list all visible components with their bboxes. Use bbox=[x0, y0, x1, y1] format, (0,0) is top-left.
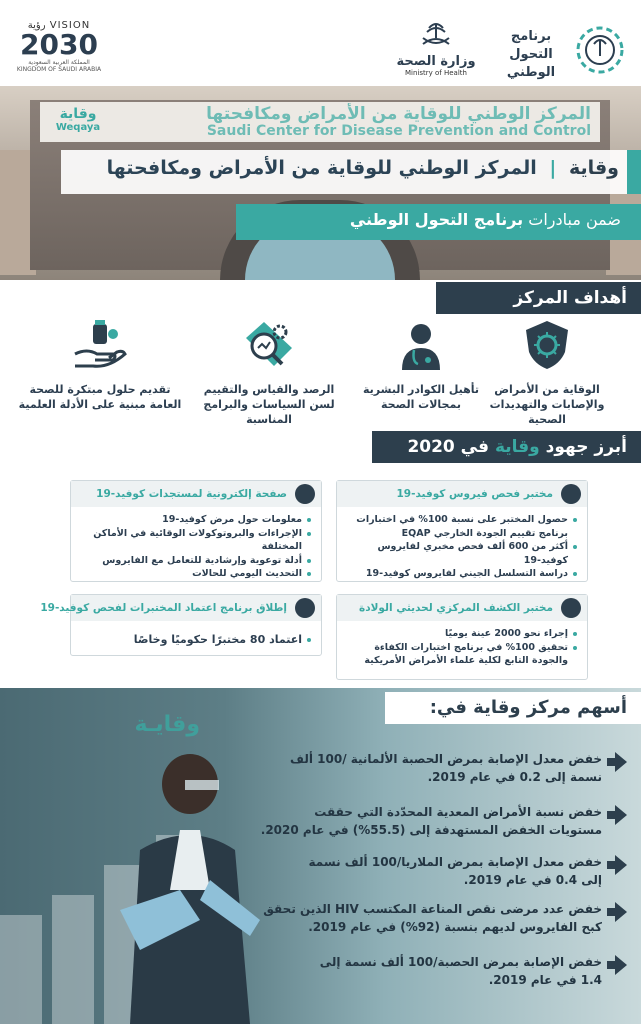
card-title: مختبر الكشف المركزي لحديثي الولادة bbox=[359, 602, 553, 614]
efforts-heading bbox=[372, 431, 641, 463]
doctor-icon bbox=[394, 318, 448, 372]
card-list bbox=[71, 507, 321, 585]
card-title: إطلاق برنامج اعتماد المختبرات لفحص كوفيد-19 bbox=[40, 602, 287, 614]
card-list bbox=[71, 621, 321, 651]
achievement-line1: خفض معدل الإصابة بمرض الملاريا/100 ألف نسمة bbox=[308, 855, 602, 869]
card-title: مختبر فحص فيروس كوفيد-19 bbox=[396, 488, 553, 500]
card-list bbox=[337, 507, 587, 585]
goal-item bbox=[14, 318, 186, 412]
ntp-emblem-icon bbox=[574, 24, 626, 76]
card-list bbox=[337, 621, 587, 672]
list-item: إجراء نحو 2000 عينة يوميًا bbox=[345, 627, 577, 641]
efforts-heading-accent: وقاية bbox=[494, 437, 540, 457]
title-rest: المركز الوطني للوقاية من الأمراض ومكافحتها bbox=[106, 157, 537, 179]
baby-icon bbox=[561, 598, 581, 618]
effort-card-lab-covid bbox=[336, 480, 588, 582]
achievement-line2: إلى 0.4 في عام 2019. bbox=[463, 873, 602, 887]
achievement-item bbox=[222, 853, 602, 889]
vision-2030-logo bbox=[14, 20, 104, 73]
goal-item bbox=[194, 318, 344, 427]
goal-text: تقديم حلول مبتكرة للصحة العامة مبنية على الأدلة العلمية bbox=[18, 383, 182, 411]
header-section bbox=[0, 0, 641, 280]
vision-arabic: رؤية bbox=[27, 20, 46, 31]
moh-ar: وزارة الصحة bbox=[396, 54, 476, 69]
efforts-heading-pre: أبرز جهود bbox=[545, 437, 627, 457]
list-item: الإجراءات والبروتوكولات الوقائية في الأماكن المختلفة bbox=[79, 527, 311, 554]
goal-text: تأهيل الكوادر البشرية بمجالات الصحة bbox=[362, 383, 480, 411]
sign-logo bbox=[48, 106, 108, 133]
moh-logo bbox=[386, 22, 486, 77]
certificate-icon bbox=[295, 598, 315, 618]
list-item: اعتماد 80 مختبرًا حكوميًا وخاصًا bbox=[79, 633, 311, 647]
title-name: وقاية bbox=[568, 157, 619, 179]
goal-item bbox=[346, 318, 496, 412]
contributions-heading: أسهم مركز وقاية في: bbox=[385, 692, 641, 724]
effort-card-web-page bbox=[70, 480, 322, 582]
achievement-line2: نسمة إلى 0.2 في عام 2019. bbox=[427, 770, 602, 784]
efforts-heading-post: في 2020 bbox=[407, 437, 490, 457]
goal-text: الوقاية من الأمراض والإصابات والتهديدات الصحية bbox=[489, 383, 605, 426]
subtitle bbox=[350, 210, 621, 229]
subtitle-pre: ضمن مبادرات bbox=[528, 210, 621, 229]
card-header bbox=[337, 595, 587, 621]
palm-swords-icon bbox=[419, 22, 453, 48]
achievement-line2: كبح الفايروس لديهم بنسبة (92%) في عام 2019. bbox=[308, 920, 602, 934]
hand-pills-icon bbox=[73, 318, 127, 372]
goals-heading: أهداف المركز bbox=[436, 282, 641, 314]
achievement-item bbox=[222, 953, 602, 989]
sign-logo-en: Weqaya bbox=[55, 122, 101, 133]
ntp-logo-text: برنامج التحول الوطني bbox=[506, 29, 556, 80]
card-header bbox=[337, 481, 587, 507]
sign-english: Saudi Center for Disease Prevention and Control bbox=[206, 123, 591, 139]
vision-year: 2030 bbox=[20, 28, 98, 61]
computer-icon bbox=[295, 484, 315, 504]
achievement-line1: خفض الإصابة بمرض الحصبة/100 ألف نسمة إلى bbox=[319, 955, 602, 969]
moh-en: Ministry of Health bbox=[405, 69, 467, 77]
achievement-item bbox=[222, 803, 602, 839]
achievement-item bbox=[222, 900, 602, 936]
list-item: معلومات حول مرض كوفيد-19 bbox=[79, 513, 311, 527]
list-item: التحديث اليومي للحالات bbox=[79, 567, 311, 581]
achievement-line1: خفض معدل الإصابة بمرض الحصبة الألمانية /100 ألف bbox=[290, 752, 602, 766]
magnifier-gear-icon bbox=[242, 318, 296, 372]
page-title: وقاية | المركز الوطني للوقاية من الأمراض ومكافحتها bbox=[106, 157, 619, 179]
weqaya-watermark-logo: وقايـة bbox=[134, 712, 200, 737]
title-accent-bar bbox=[627, 150, 641, 194]
effort-card-newborn-lab bbox=[336, 594, 588, 680]
list-item: حصول المختبر على نسبة 100% في اختبارات برنامج تقييم الجودة الخارجي EQAP bbox=[345, 513, 577, 540]
sign-arabic: المركز الوطني للوقاية من الأمراض ومكافحتها bbox=[206, 104, 591, 124]
card-header bbox=[71, 481, 321, 507]
list-item: تحقيق 100% في برنامج اختبارات الكفاءة والجودة التابع لكلية علماء الأمراض الأمريكية bbox=[345, 641, 577, 668]
achievement-line1: خفض نسبة الأمراض المعدية المحدّدة التي حققت bbox=[314, 805, 602, 819]
subtitle-bold: برنامج التحول الوطني bbox=[349, 210, 524, 229]
list-item: أدلة توعوية وإرشادية للتعامل مع الفايروس bbox=[79, 554, 311, 568]
vision-sub: المملكة العربية السعودية KINGDOM OF SAUDI ARABIA bbox=[16, 59, 102, 73]
card-header bbox=[40, 595, 321, 621]
dna-icon bbox=[561, 484, 581, 504]
card-title: صفحة إلكترونية لمستجدات كوفيد-19 bbox=[96, 488, 287, 500]
goal-text: الرصد والقياس والتقييم لسن السياسات والبرامج المناسبة bbox=[203, 383, 335, 426]
achievement-item bbox=[222, 750, 602, 786]
effort-card-lab-accreditation bbox=[40, 594, 322, 656]
achievement-line1: خفض عدد مرضى نقص المناعة المكتسب HIV الذين تحقق bbox=[263, 902, 602, 916]
vision-label: VISION bbox=[49, 20, 91, 31]
sign-logo-ar: وقاية bbox=[59, 106, 97, 122]
achievement-line2: 1.4 في عام 2019. bbox=[488, 973, 602, 987]
list-item: دراسة التسلسل الجيني لفايروس كوفيد-19 bbox=[345, 567, 577, 581]
achievement-line2: مستويات الخفض المستهدفة إلى (55.5%) في عام 2020. bbox=[260, 823, 602, 837]
virus-shield-icon bbox=[520, 318, 574, 372]
list-item: أكثر من 600 ألف فحص مخبري لفايروس كوفيد-19 bbox=[345, 540, 577, 567]
